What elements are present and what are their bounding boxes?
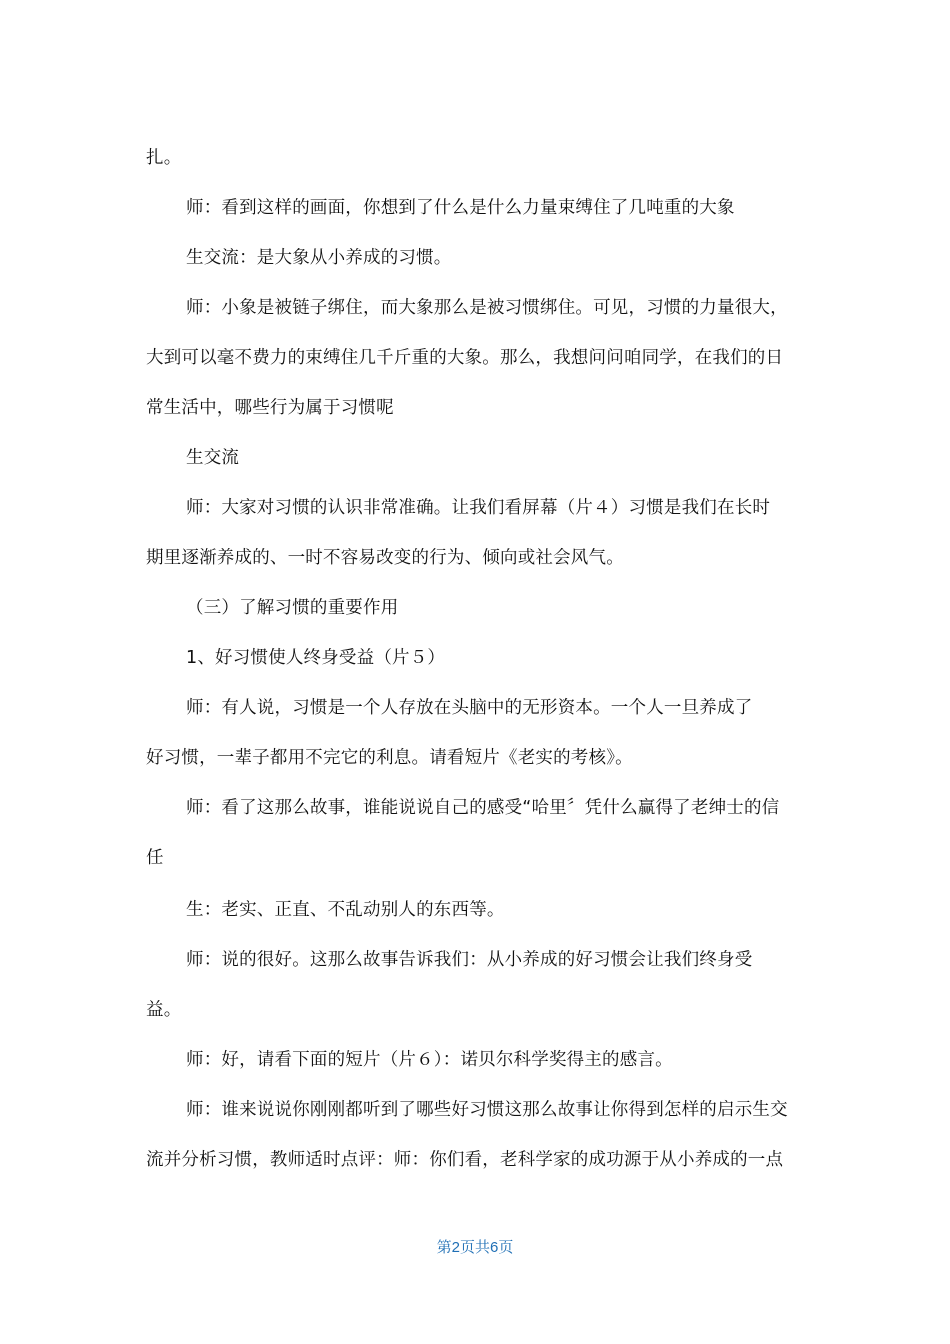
text-line: 期里逐渐养成的、一时不容易改变的行为、倾向或社会风气。	[146, 548, 624, 568]
text-line: 扎。	[146, 148, 182, 168]
subsection-heading: 1、好习惯使人终身受益（片５）	[186, 648, 446, 668]
text-line: 好习惯，一辈子都用不完它的利息。请看短片《老实的考核》。	[146, 748, 633, 768]
text-line: 师：有人说，习惯是一个人存放在头脑中的无形资本。一个人一旦养成了	[186, 698, 753, 718]
text-line: 生交流：是大象从小养成的习惯。	[186, 248, 452, 268]
text-line: 常生活中，哪些行为属于习惯呢	[146, 398, 394, 418]
text-line: 流并分析习惯，教师适时点评：师：你们看，老科学家的成功源于从小养成的一点	[146, 1150, 784, 1170]
text-line: 师：看了这那么故事，谁能说说自己的感受“哈里〞凭什么赢得了老绅士的信	[186, 798, 780, 818]
text-line: 师：好，请看下面的短片（片６）：诺贝尔科学奖得主的感言。	[186, 1050, 673, 1070]
text-line: 师：看到这样的画面，你想到了什么是什么力量束缚住了几吨重的大象	[186, 198, 735, 218]
text-line: 益。	[146, 1000, 182, 1020]
text-line: 师：小象是被链子绑住，而大象那么是被习惯绑住。可见，习惯的力量很大，	[186, 298, 788, 318]
text-line: 生交流	[186, 448, 240, 468]
text-line: 师：大家对习惯的认识非常准确。让我们看屏幕（片４）习惯是我们在长时	[186, 498, 771, 518]
text-line: 生：老实、正直、不乱动别人的东西等。	[186, 900, 505, 920]
text-line: 大到可以毫不费力的束缚住几千斤重的大象。那么，我想问问咱同学，在我们的日	[146, 348, 784, 368]
page-number-footer: 第2页共6页	[436, 1239, 514, 1256]
text-line: 师：说的很好。这那么故事告诉我们：从小养成的好习惯会让我们终身受	[186, 950, 753, 970]
text-line: 师：谁来说说你刚刚都听到了哪些好习惯这那么故事让你得到怎样的启示生交	[186, 1100, 788, 1120]
text-line: 任	[146, 848, 164, 868]
section-heading: （三）了解习惯的重要作用	[186, 598, 399, 618]
